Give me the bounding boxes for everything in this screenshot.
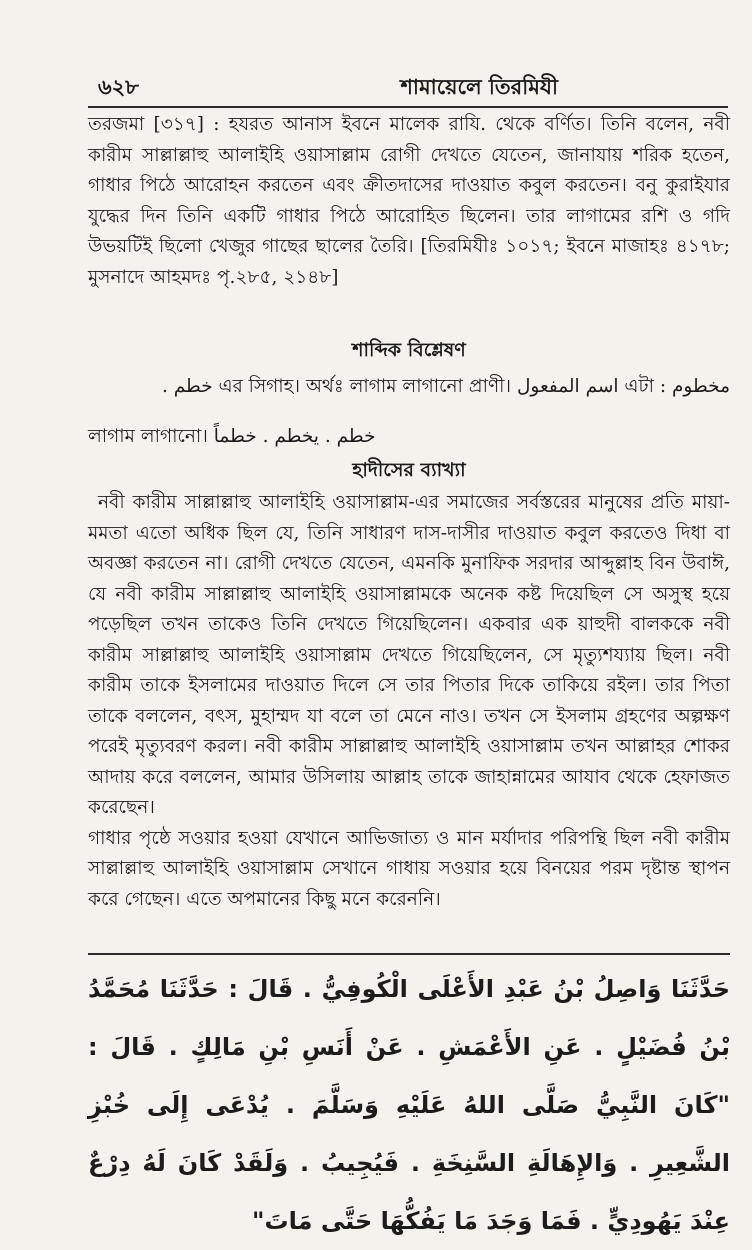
commentary-text (88, 488, 730, 915)
hadith-translation: তরজমা [৩১৭] : হযরত আনাস ইবনে মালেক রাযি. থেকে বর্ণিত। তিনি বলেন, নবী কারীম সাল্লাল্লাহু আলাইহি ওয়াসাল্লাম রোগী দেখতে যেতেন, জানাযায় শরিক হতেন, গাধার পিঠে আরোহন করতেন এবং ক্রীতদাসের দাওয়াত কবুল করতেন। বনু কুরাইযার যুদ্ধের দিন তিনি একটি গাধার পিঠে আরোহিত ছিলেন। তার লাগামের রশি ও গদি উভয়টিই ছিলো খেজুর গাছের ছালের তৈরি। [তিরমিযীঃ ১০১৭; ইবনে মাজাহঃ ৪১৭৮; মুসনাদে আহমদঃ পৃ.২৮৫, ২১৪৮] (88, 114, 730, 288)
commentary-heading: হাদীসের ব্যাখ্যা (352, 459, 466, 481)
section-divider (88, 953, 730, 955)
commentary-paragraph-1: নবী কারীম সাল্লাল্লাহু আলাইহি ওয়াসাল্লাম-এর সমাজের সর্বস্তরের মানুষের প্রতি মায়া-মমতা এতো অধিক ছিল যে, তিনি সাধারণ দাস-দাসীর দাওয়াত কবুল করতেও দিধা বা অবজ্ঞা করতেন না। রোগী দেখতে যেতেন, এমনকি মুনাফিক সরদার আব্দুল্লাহ বিন উবাঈ, যে নবী কারীম সাল্লাল্লাহু আলাইহি ওয়াসাল্লামকে অনেক কষ্ট দিয়েছিল সে অসুস্থ হয়ে পড়েছিল তখন তাকেও তিনি দেখতে গিয়েছিলেন। একবার এক য়াহুদী বালককে নবী কারীম সাল্লাল্লাহু আলাইহি ওয়াসাল্লাম দেখতে গিয়েছিলেন, সে মৃত্যুশয্যায় ছিল। নবী কারীম তাকে ইসলামের দাওয়াত দিলে সে তার পিতার দিকে তাকিয়ে রইল। তার পিতা তাকে বললেন, বৎস, মুহাম্মদ যা বলে তা মেনে নাও। তখন সে ইসলাম গ্রহণের অল্পক্ষণ পরেই মৃত্যুবরণ করল। নবী কারীম সাল্লাল্লাহু আলাইহি ওয়াসাল্লাম তখন আল্লাহর শোকর আদায় করে বললেন, আমার উসিলায় আল্লাহ তাকে জাহান্নামের আযাব থেকে হেফাজত করেছেন। (88, 492, 730, 818)
page-header (88, 62, 728, 108)
word-analysis-heading: শাব্দিক বিশ্লেষণ (352, 339, 466, 361)
page-number: ৬২৮ (98, 74, 139, 99)
word-analysis-line-1: مخطوم : এটা اسم المفعول এর সিগাহ। অর্থঃ লাগাম লাগানো প্রাণী। خطم . (161, 376, 730, 397)
running-title: শামায়েলে তিরমিযী (400, 74, 558, 99)
commentary-paragraph-2: গাধার পৃষ্ঠে সওয়ার হওয়া যেখানে আভিজাত্য ও মান মর্যাদার পরিপন্থি ছিল নবী কারীম সাল্লাল্লাহু আলাইহি ওয়াসাল্লাম সেখানে গাধায় সওয়ার হয়ে বিনয়ের পরম দৃষ্টান্ত স্থাপন করে গেছেন। এতে অপমানের কিছু মনে করেননি। (88, 827, 730, 910)
arabic-hadith-text: حَدَّثَنَا وَاصِلُ بْنُ عَبْدِ الأَعْلَى الْكُوفِيُّ . قَالَ : حَدَّثَنَا مُحَمَّدُ بْنُ فُضَيْلٍ . عَنِ الأَعْمَشِ . عَنْ أَنَسِ بْنِ مَالِكٍ . قَالَ : "كَانَ النَّبِيُّ صَلَّى اللهُ عَلَيْهِ وَسَلَّمَ . يُدْعَى إِلَى خُبْزِ الشَّعِيرِ . وَالإِهَالَةِ السَّنِخَةِ . فَيُجِيبُ . وَلَقَدْ كَانَ لَهُ دِرْعٌ عِنْدَ يَهُودِيٍّ . فَمَا وَجَدَ مَا يَفُكُّهَا حَتَّى مَاتَ" (88, 975, 730, 1235)
word-analysis-line-2: خطم . يخطم . خطماً লাগাম লাগানো। (88, 426, 376, 447)
